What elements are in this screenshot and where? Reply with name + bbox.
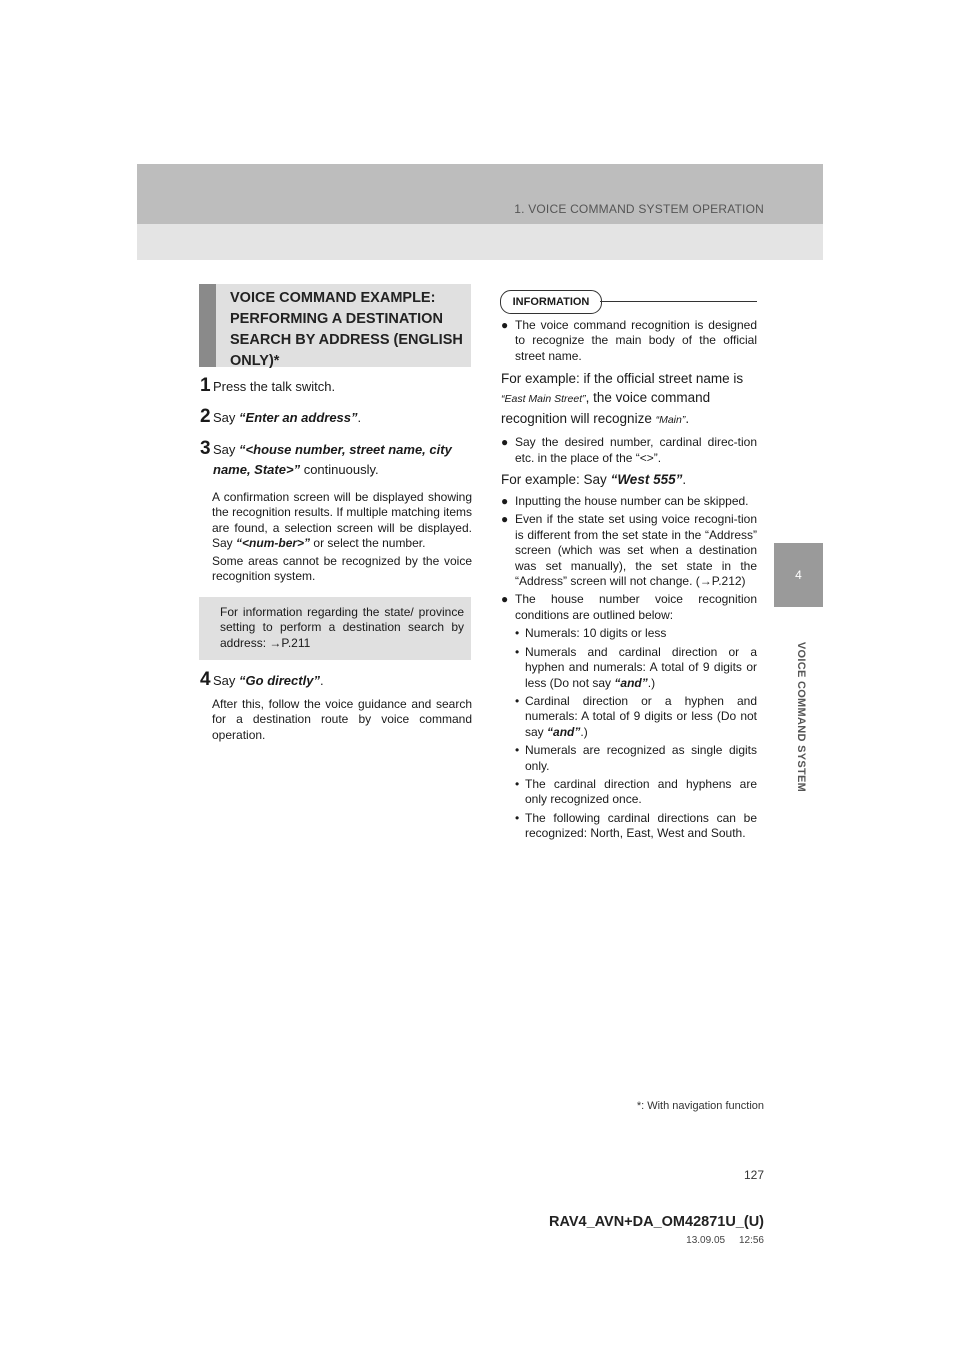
- bullet-text: Say the desired number, cardinal direc-tion etc. in the place of the “<>”.: [515, 435, 757, 465]
- bullet-text: A confirmation screen will be displayed showing the recognition results. If multiple matching items are found, a selection screen will be displayed. Say: [212, 490, 472, 551]
- condition-text: Numerals and cardinal direction or a hyphen and numerals: A total of 9 digits or less (Do not say: [525, 644, 757, 690]
- say-label: Say: [213, 673, 236, 688]
- bullet-confirmation: [200, 490, 472, 552]
- section-heading: VOICE COMMAND EXAMPLE: PERFORMING A DESTINATION SEARCH BY ADDRESS (ENGLISH ONLY)*: [230, 290, 463, 369]
- voice-command: “Go directly”: [239, 673, 320, 688]
- bullet-text: or select the number.: [313, 536, 426, 551]
- punct: .): [580, 724, 588, 739]
- left-column-lower: [200, 669, 472, 743]
- step-number: 4: [200, 669, 211, 690]
- heading-accent-bar: [199, 284, 216, 367]
- condition-item: [515, 743, 757, 774]
- bullet-state-setting: [208, 605, 464, 651]
- voice-command: “and”: [547, 724, 581, 739]
- sub-bullet-icon: •: [515, 644, 520, 659]
- condition-text: Numerals: 10 digits or less: [525, 626, 667, 641]
- page-number: 127: [743, 1168, 764, 1182]
- bullet-text: For information regarding the state/ province setting to perform a destination search by address: →P.211: [220, 605, 464, 650]
- bullet-text: The house number voice recognition conditions are outlined below:: [515, 592, 757, 622]
- information-label: INFORMATION: [500, 290, 602, 314]
- condition-text: Numerals are recognized as single digits only.: [525, 743, 757, 773]
- footnote: *: With navigation function: [636, 1100, 764, 1112]
- example-text: For example: Say: [501, 472, 607, 488]
- bullet-text: Inputting the house number can be skipped.: [515, 494, 749, 509]
- example-2: [501, 470, 757, 489]
- step-4: [200, 669, 472, 690]
- bullet-icon: ●: [501, 435, 509, 450]
- bullet-areas: [200, 554, 472, 585]
- step-3: [200, 440, 472, 480]
- example-quote: “Main”: [655, 414, 686, 427]
- left-column: [200, 375, 472, 584]
- bullet-icon: [200, 697, 212, 743]
- info-bullet-2: [501, 435, 757, 466]
- step-2: [200, 406, 472, 427]
- bullet-icon: ●: [501, 592, 509, 607]
- step-number: 3: [200, 438, 211, 459]
- info-bullet-4: [501, 512, 757, 589]
- chapter-label: VOICE COMMAND SYSTEM: [795, 641, 807, 793]
- punct: .: [685, 411, 690, 427]
- info-bullet-1: [501, 318, 757, 364]
- info-bullet-3: [501, 494, 757, 509]
- punct: .: [357, 410, 362, 425]
- information-rule: [600, 301, 757, 302]
- print-timestamp: 13.09.05 12:56: [686, 1235, 764, 1246]
- say-label: Say: [213, 442, 236, 457]
- document-id: RAV4_AVN+DA_OM42871U_(U): [548, 1214, 764, 1230]
- condition-item: [515, 811, 757, 842]
- step-1: [200, 375, 472, 396]
- say-label: Say: [213, 410, 236, 425]
- bullet-text: The voice command recognition is designed to recognize the main body of the official street name.: [515, 318, 757, 363]
- step-text: continuously.: [303, 462, 379, 477]
- condition-item: [515, 645, 757, 691]
- step-text: Press the talk switch.: [213, 379, 336, 394]
- example-1: [501, 369, 757, 430]
- chapter-tab: 4: [774, 543, 823, 607]
- voice-command: “West 555”: [610, 472, 683, 488]
- step-number: 2: [200, 406, 211, 427]
- punct: .: [682, 472, 687, 488]
- voice-command: “and”: [614, 675, 648, 690]
- info-bullet-5: [501, 592, 757, 623]
- section-title: 1. VOICE COMMAND SYSTEM OPERATION: [514, 202, 764, 216]
- sub-bullet-icon: •: [515, 626, 520, 641]
- voice-command: “<num-ber>”: [236, 536, 311, 551]
- right-column: [501, 318, 757, 842]
- note-content: [208, 605, 464, 651]
- example-text: , the voice command recognition will recognize: [501, 390, 711, 427]
- bullet-text: Even if the state set using voice recogni-tion is different from the set state in the “Address” screen (which was set when a destination was set manually), the set state in the “Address” screen will not change. (→P.212): [515, 512, 757, 589]
- bullet-icon: [200, 554, 212, 585]
- bullet-icon: ●: [501, 512, 509, 527]
- step-number: 1: [200, 375, 211, 396]
- bullet-icon: ●: [501, 494, 509, 509]
- condition-text: The cardinal direction and hyphens are only recognized once.: [525, 776, 757, 807]
- sub-bullet-icon: •: [515, 810, 520, 825]
- bullet-icon: [200, 490, 212, 552]
- voice-command: “Enter an address”: [239, 410, 358, 425]
- sub-bullet-icon: •: [515, 693, 520, 708]
- punct: .: [319, 673, 324, 688]
- bullet-text: After this, follow the voice guidance and search for a destination route by voice command operation.: [212, 697, 472, 742]
- example-quote: “East Main Street”: [501, 393, 586, 406]
- voice-command: “<house number, street name, city name, State>”: [213, 442, 452, 477]
- condition-text: The following cardinal directions can be recognized: North, East, West and South.: [525, 810, 757, 841]
- condition-item: [515, 626, 757, 641]
- bullet-text: Some areas cannot be recognized by the voice recognition system.: [212, 553, 472, 584]
- conditions-list: [501, 626, 757, 841]
- condition-text: Cardinal direction or a hyphen and numerals: A total of 9 digits or less (Do not say: [525, 693, 757, 739]
- bullet-icon: [208, 605, 220, 651]
- condition-item: [515, 777, 757, 808]
- sub-bullet-icon: •: [515, 776, 520, 791]
- bullet-after: [200, 697, 472, 743]
- condition-item: [515, 694, 757, 740]
- bullet-icon: ●: [501, 318, 509, 332]
- punct: .): [647, 675, 656, 690]
- example-text: For example: if the official street name is: [501, 371, 744, 387]
- sub-bullet-icon: •: [515, 743, 520, 758]
